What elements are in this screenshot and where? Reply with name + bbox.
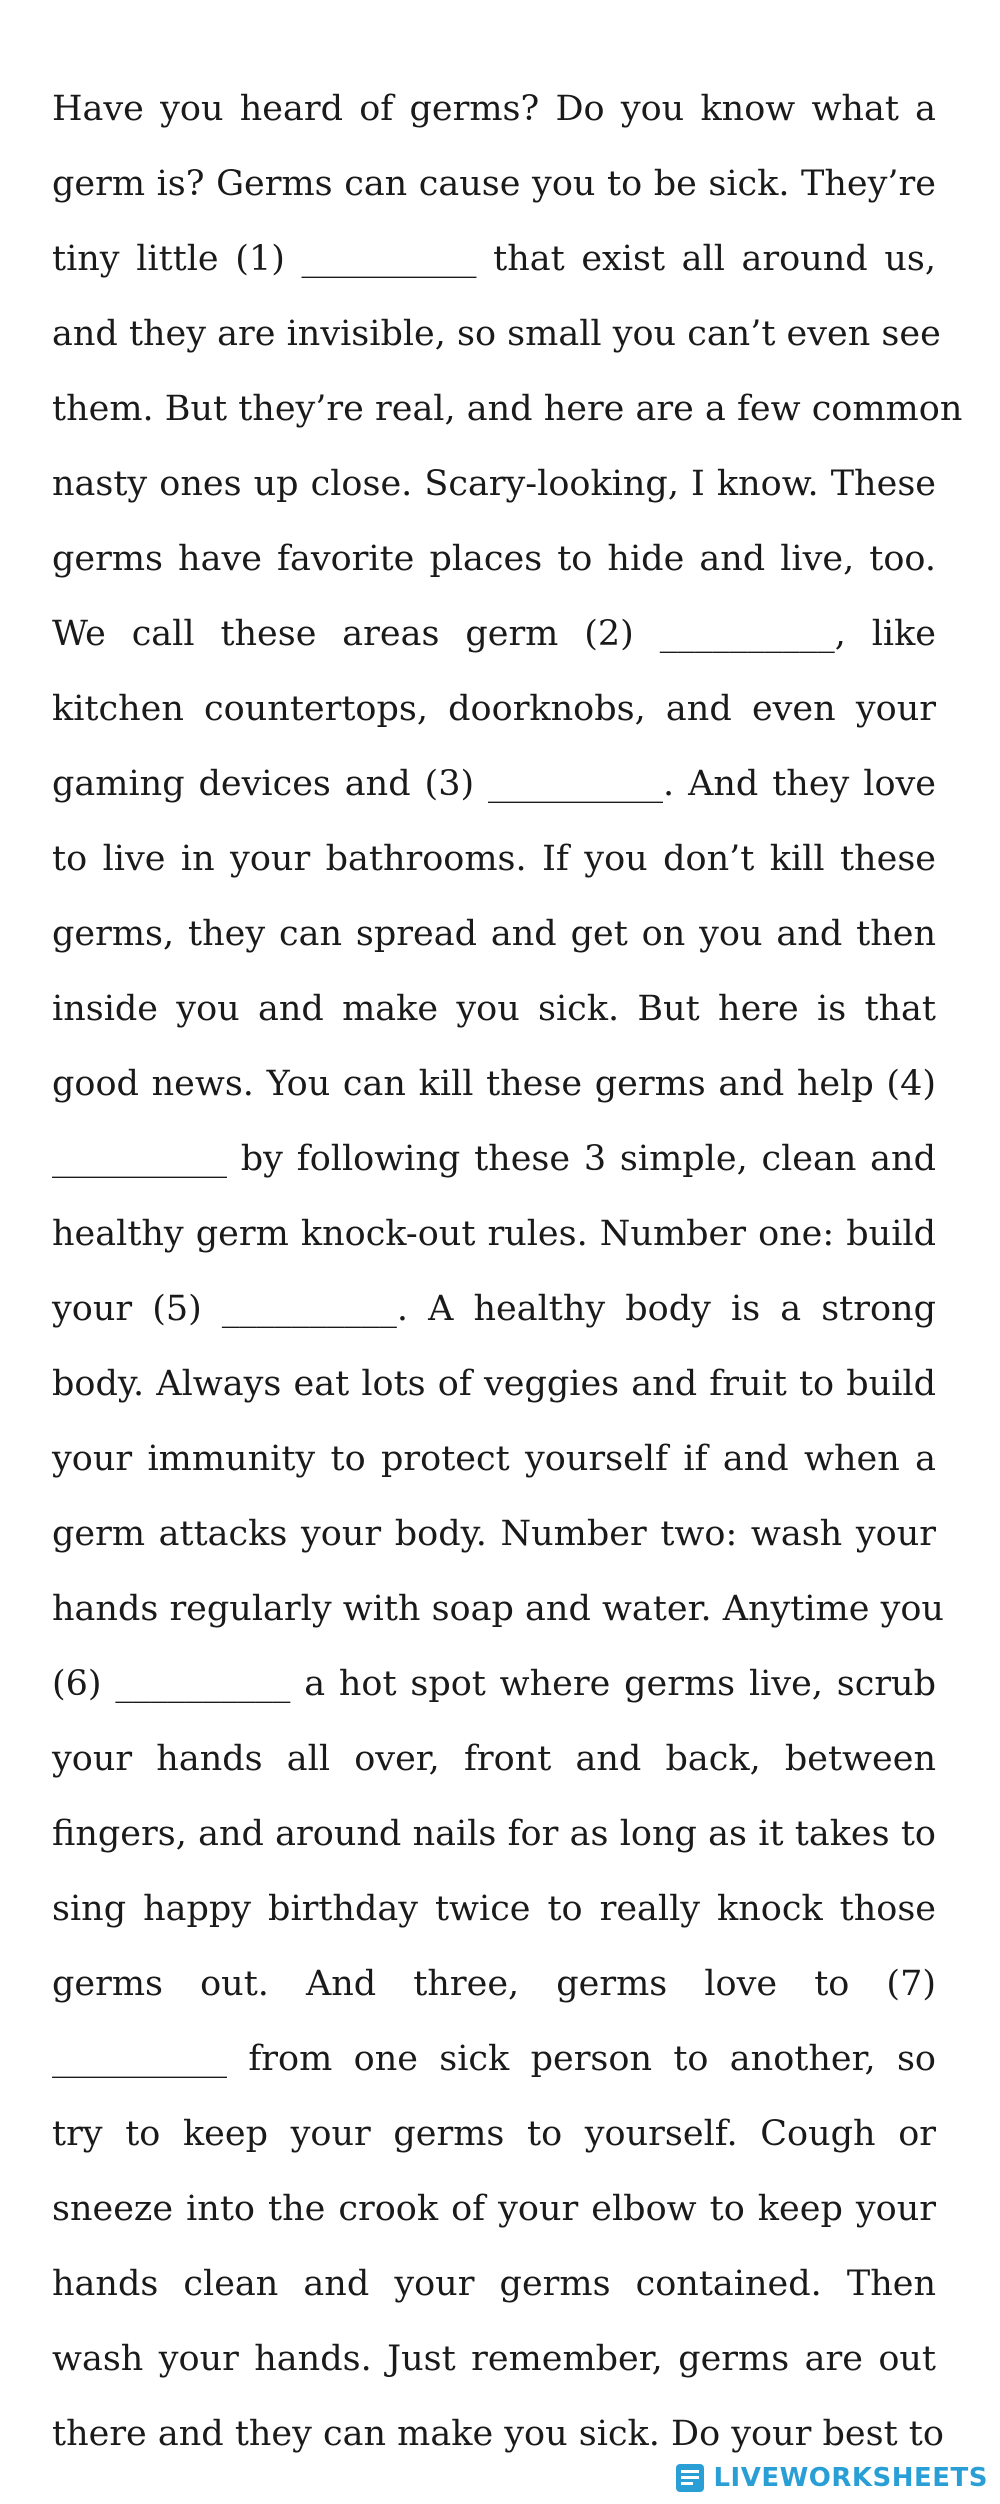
passage-line-19: your immunity to protect yourself if and when a (52, 1439, 936, 1479)
watermark-text: LIVEWORKSHEETS (713, 2463, 988, 2493)
passage-line-22: (6) __________ a hot spot where germs live, scrub (52, 1664, 936, 1704)
passage-line-15: __________ by following these 3 simple, clean and (52, 1139, 936, 1179)
passage-line-25: sing happy birthday twice to really knock those (52, 1889, 936, 1929)
passage-line-3: tiny little (1) __________ that exist all around us, (52, 239, 936, 279)
passage-line-27: __________ from one sick person to another, so (52, 2039, 936, 2079)
passage-line-13: inside you and make you sick. But here is that (52, 989, 936, 1029)
passage-line-7: germs have favorite places to hide and live, too. (52, 539, 936, 579)
passage-line-17: your (5) __________. A healthy body is a strong (52, 1289, 936, 1329)
passage-line-30: hands clean and your germs contained. Then (52, 2264, 936, 2304)
passage-line-8: We call these areas germ (2) __________, like (52, 614, 936, 654)
passage-line-10: gaming devices and (3) __________. And they love (52, 764, 936, 804)
passage-line-28: try to keep your germs to yourself. Cough or (52, 2114, 936, 2154)
passage-line-4: and they are invisible, so small you can’t even see (52, 314, 941, 354)
passage-line-14: good news. You can kill these germs and help (4) (52, 1064, 936, 1104)
passage-line-26: germs out. And three, germs love to (7) (52, 1964, 936, 2004)
passage-line-21: hands regularly with soap and water. Anytime you (52, 1589, 944, 1629)
passage-line-29: sneeze into the crook of your elbow to keep your (52, 2189, 936, 2229)
passage-line-24: fingers, and around nails for as long as it takes to (52, 1814, 936, 1854)
passage-line-2: germ is? Germs can cause you to be sick. They’re (52, 164, 936, 204)
passage-line-20: germ attacks your body. Number two: wash your (52, 1514, 936, 1554)
passage-line-11: to live in your bathrooms. If you don’t kill these (52, 839, 936, 879)
passage-line-1: Have you heard of germs? Do you know what a (52, 89, 936, 129)
passage-line-12: germs, they can spread and get on you and then (52, 914, 936, 954)
passage-line-18: body. Always eat lots of veggies and fruit to build (52, 1364, 936, 1404)
passage-line-5: them. But they’re real, and here are a few common (52, 389, 963, 429)
passage-line-32: there and they can make you sick. Do your best to (52, 2414, 944, 2454)
passage-line-9: kitchen countertops, doorknobs, and even your (52, 689, 936, 729)
passage-line-16: healthy germ knock-out rules. Number one: build (52, 1214, 936, 1254)
passage-line-31: wash your hands. Just remember, germs are out (52, 2339, 936, 2379)
liveworksheets-watermark (667, 2456, 994, 2500)
liveworksheets-logo-icon (673, 2461, 707, 2495)
passage-line-6: nasty ones up close. Scary-looking, I know. These (52, 464, 936, 504)
passage-line-23: your hands all over, front and back, between (52, 1739, 936, 1779)
cloze-passage (52, 72, 963, 2472)
